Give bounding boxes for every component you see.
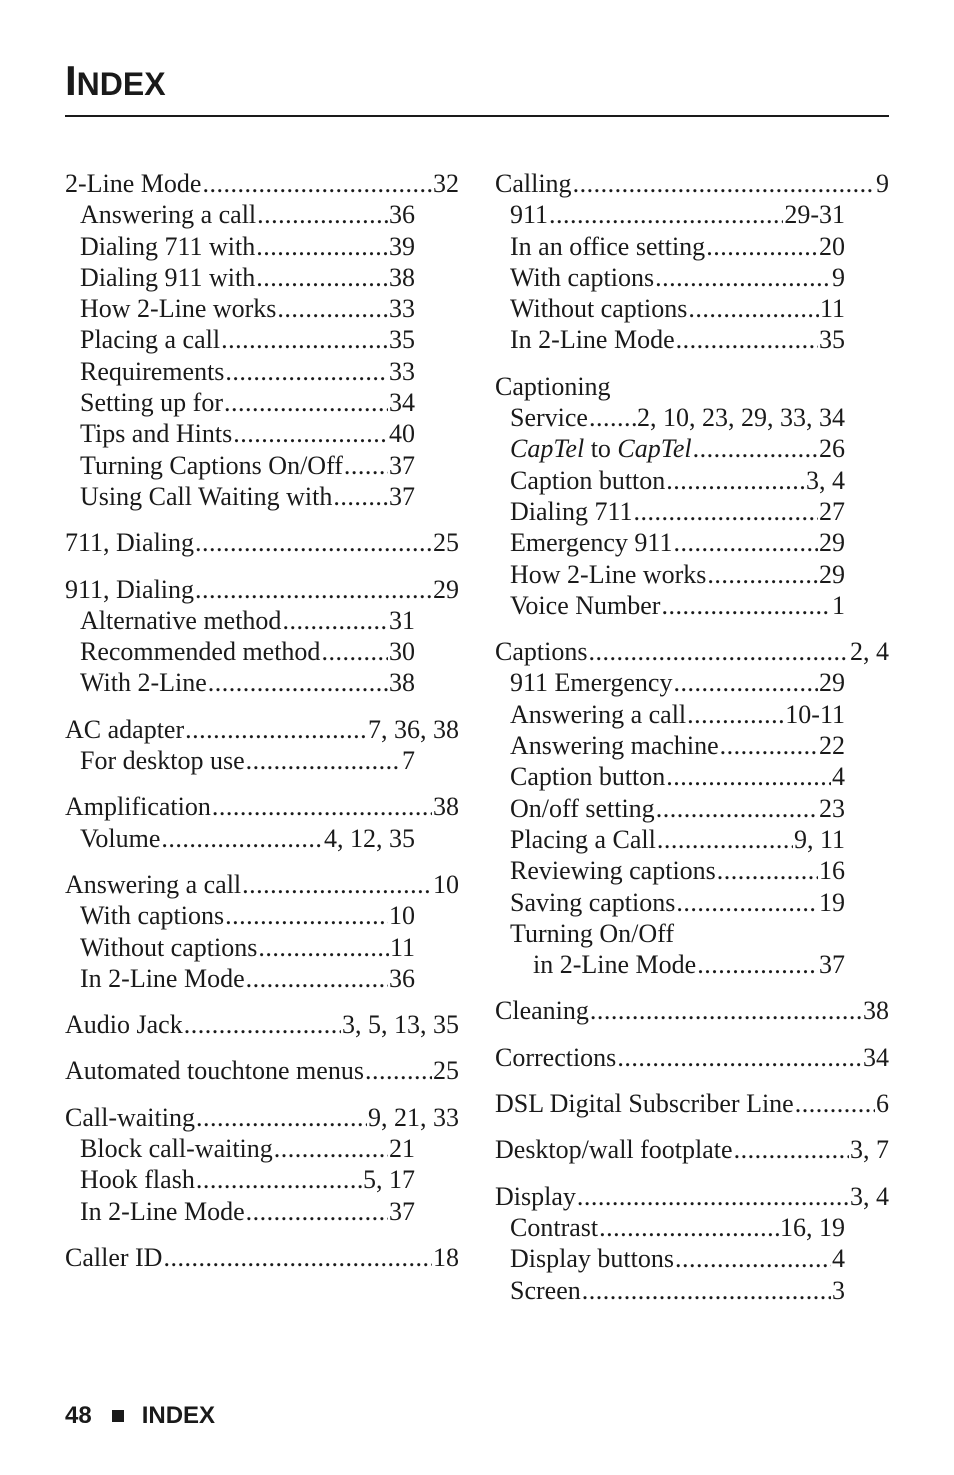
index-entry-label: Captioning — [495, 371, 611, 401]
dot-leader — [257, 199, 388, 230]
index-group — [495, 995, 889, 1026]
index-entry-label: AC adapter — [65, 714, 185, 744]
dot-leader — [333, 481, 388, 512]
index-entry-pages: 23 — [819, 793, 845, 823]
dot-leader — [634, 496, 818, 527]
index-entry-label: Voice Number — [510, 590, 661, 620]
index-entry-pages: 21 — [389, 1134, 415, 1164]
index-entry-label: Display — [495, 1181, 576, 1211]
dot-leader — [676, 887, 818, 918]
index-entry-pages: 4 — [832, 1244, 845, 1274]
dot-leader — [258, 932, 389, 963]
index-entry-pages: 3, 5, 13, 35 — [342, 1010, 459, 1040]
index-entry — [495, 433, 845, 464]
index-entry-label: Volume — [80, 823, 161, 853]
index-group — [495, 168, 889, 356]
index-entry-label-part: CapTel — [510, 434, 585, 464]
index-entry — [495, 1181, 889, 1212]
index-entry-pages: 29 — [433, 574, 459, 604]
index-entry-label: Captions — [495, 637, 588, 667]
index-entry-label: Contrast — [510, 1212, 599, 1242]
dot-leader — [185, 714, 367, 745]
index-entry-label — [510, 433, 692, 464]
index-entry-label: For desktop use — [80, 746, 245, 776]
index-entry-label: in 2-Line Mode — [533, 950, 697, 980]
dot-leader — [661, 590, 831, 621]
index-entry — [65, 714, 459, 745]
index-entry — [495, 496, 845, 527]
index-entry-label: Caption button — [510, 465, 666, 495]
index-group — [65, 527, 459, 558]
index-entry-label: Using Call Waiting with — [80, 481, 333, 511]
index-entry-pages: 25 — [433, 1056, 459, 1086]
index-entry — [495, 918, 845, 949]
index-entry-pages: 29-31 — [784, 200, 845, 230]
index-entry — [65, 932, 415, 963]
dot-leader — [161, 823, 323, 854]
dot-leader — [344, 450, 388, 481]
index-entry-pages: 38 — [389, 262, 415, 292]
index-entry-pages: 31 — [389, 605, 415, 635]
dot-leader — [666, 761, 831, 792]
index-entry — [495, 793, 845, 824]
index-entry — [65, 667, 415, 698]
index-entry-label: In 2-Line Mode — [80, 1196, 245, 1226]
index-entry-label: 911, Dialing — [65, 574, 195, 604]
dot-leader — [717, 855, 818, 886]
index-entry-pages: 4, 12, 35 — [324, 823, 415, 853]
index-entry-pages: 35 — [389, 325, 415, 355]
index-entry-label: Alternative method — [80, 605, 282, 635]
index-entry-label: Calling — [495, 169, 572, 198]
index-entry — [65, 418, 415, 449]
index-entry — [65, 324, 415, 355]
index-entry-pages: 9, 21, 33 — [368, 1102, 459, 1132]
index-entry — [495, 761, 845, 792]
index-entry-label: Dialing 911 with — [80, 262, 256, 292]
index-entry-pages: 36 — [389, 963, 415, 993]
index-entry-pages: 19 — [819, 887, 845, 917]
index-entry — [65, 745, 415, 776]
index-entry-label: Display buttons — [510, 1244, 674, 1274]
index-entry-pages: 2, 10, 23, 29, 33, 34 — [637, 403, 845, 433]
index-entry-pages: 5, 17 — [363, 1165, 415, 1195]
index-entry — [65, 605, 415, 636]
dot-leader — [687, 699, 784, 730]
index-entry-label: Reviewing captions — [510, 856, 716, 886]
dot-leader — [589, 402, 636, 433]
index-entry-label: Without captions — [80, 932, 258, 962]
index-entry-label: 711, Dialing — [65, 528, 195, 558]
index-group — [65, 714, 459, 777]
dot-leader — [573, 168, 875, 199]
dot-leader — [577, 1181, 849, 1212]
index-entry-pages: 9, 11 — [793, 824, 845, 854]
index-entry-pages: 34 — [389, 388, 415, 418]
dot-leader — [706, 231, 818, 262]
index-entry — [495, 887, 845, 918]
index-entry-pages: 10 — [433, 869, 459, 899]
index-entry-label: Placing a Call — [510, 824, 656, 854]
index-entry — [65, 199, 415, 230]
dot-leader — [233, 418, 388, 449]
index-entry — [65, 823, 415, 854]
index-entry — [65, 168, 459, 199]
index-entry — [65, 1196, 415, 1227]
index-entry — [495, 559, 845, 590]
index-entry-pages: 26 — [819, 434, 845, 464]
dot-leader — [225, 900, 388, 931]
dot-leader — [246, 1196, 388, 1227]
index-entry — [495, 402, 845, 433]
index-entry — [495, 527, 845, 558]
index-entry-pages: 6 — [876, 1089, 889, 1119]
index-entry-pages: 34 — [863, 1042, 889, 1072]
index-entry-pages: 16 — [819, 856, 845, 886]
index-entry-pages: 29 — [819, 559, 845, 589]
index-entry-pages: 29 — [819, 528, 845, 558]
index-column-right — [495, 168, 889, 1321]
index-entry-pages: 9 — [832, 262, 845, 292]
dot-leader — [707, 559, 818, 590]
index-entry — [65, 231, 415, 262]
index-group — [65, 168, 459, 512]
index-entry-label: Turning On/Off — [510, 918, 674, 948]
index-entry-label: Requirements — [80, 356, 225, 386]
dot-leader — [365, 1055, 432, 1086]
dot-leader — [202, 168, 432, 199]
dot-leader — [666, 465, 805, 496]
index-entry-pages: 33 — [389, 294, 415, 324]
index-entry-label: Desktop/wall footplate — [495, 1135, 733, 1165]
index-entry — [495, 730, 845, 761]
index-entry-pages: 32 — [433, 169, 459, 198]
page-footer — [65, 1404, 215, 1428]
dot-leader — [676, 324, 818, 355]
dot-leader — [688, 293, 819, 324]
index-group — [495, 1181, 889, 1306]
footer-section-label: INDEX — [141, 1402, 216, 1429]
index-entry-label: 2-Line Mode — [65, 169, 202, 198]
index-entry — [65, 450, 415, 481]
index-entry-pages: 7, 36, 38 — [368, 714, 459, 744]
dot-leader — [655, 262, 831, 293]
dot-leader — [246, 745, 401, 776]
index-entry — [495, 667, 845, 698]
index-entry — [65, 262, 415, 293]
index-entry — [65, 1164, 415, 1195]
index-entry-label: Call-waiting — [65, 1102, 195, 1132]
index-entry-label: Answering a call — [80, 200, 257, 230]
index-entry — [495, 1212, 845, 1243]
index-entry-pages: 3, 4 — [806, 465, 845, 495]
dot-leader — [242, 869, 432, 900]
dot-leader — [196, 1164, 362, 1195]
index-entry-label: Block call-waiting — [80, 1134, 273, 1164]
index-entry — [495, 1134, 889, 1165]
dot-leader — [256, 262, 388, 293]
dot-leader — [208, 667, 388, 698]
dot-leader — [582, 1275, 831, 1306]
index-entry — [495, 824, 845, 855]
dot-leader — [195, 574, 432, 605]
dot-leader — [673, 667, 818, 698]
index-entry-pages: 10 — [389, 901, 415, 931]
index-entry — [495, 1042, 889, 1073]
page-title-rest: NDEX — [76, 66, 166, 102]
index-entry-label: With 2-Line — [80, 668, 207, 698]
index-group — [495, 1134, 889, 1165]
index-entry-label: Saving captions — [510, 887, 676, 917]
dot-leader — [617, 1042, 862, 1073]
index-entry-label: Without captions — [510, 294, 688, 324]
index-entry-pages: 3 — [832, 1275, 845, 1305]
index-entry-pages: 38 — [389, 668, 415, 698]
dot-leader — [675, 1243, 831, 1274]
index-entry-label: How 2-Line works — [80, 294, 277, 324]
index-entry — [65, 574, 459, 605]
index-entry-label: Emergency 911 — [510, 528, 673, 558]
index-entry — [65, 900, 415, 931]
index-entry — [495, 1243, 845, 1274]
dot-leader — [196, 1102, 367, 1133]
index-entry — [495, 293, 845, 324]
page-number: 48 — [65, 1402, 92, 1429]
index-entry-label: How 2-Line works — [510, 559, 707, 589]
dot-leader — [184, 1009, 341, 1040]
index-entry-pages: 9 — [876, 169, 889, 198]
index-entry-pages: 37 — [389, 450, 415, 480]
index-entry — [495, 371, 889, 402]
index-entry-label: Cleaning — [495, 996, 589, 1026]
index-group — [65, 791, 459, 854]
index-entry-label: 911 Emergency — [510, 668, 673, 698]
dot-leader — [225, 356, 388, 387]
index-entry-label: Corrections — [495, 1042, 617, 1072]
dot-leader — [274, 1133, 388, 1164]
index-entry — [495, 855, 845, 886]
index-entry-label: On/off setting — [510, 793, 655, 823]
index-entry — [65, 963, 415, 994]
index-entry-label: Audio Jack — [65, 1010, 183, 1040]
index-entry — [495, 231, 845, 262]
dot-leader — [163, 1242, 432, 1273]
index-entry — [495, 1088, 889, 1119]
index-group — [65, 1009, 459, 1040]
dot-leader — [697, 949, 818, 980]
dot-leader — [282, 605, 388, 636]
index-entry-pages: 1 — [832, 590, 845, 620]
index-entry-pages: 38 — [863, 996, 889, 1026]
index-entry-label: Dialing 711 with — [80, 231, 256, 261]
index-entry — [65, 636, 415, 667]
index-entry-label: Answering machine — [510, 731, 719, 761]
index-group — [65, 869, 459, 994]
index-entry — [495, 168, 889, 199]
index-entry-label: Answering a call — [65, 869, 242, 899]
index-entry — [495, 262, 845, 293]
index-entry-pages: 37 — [389, 1196, 415, 1226]
index-entry-pages: 30 — [389, 637, 415, 667]
index-entry-label: Service — [510, 403, 588, 433]
dot-leader — [224, 387, 388, 418]
index-entry-pages: 27 — [819, 496, 845, 526]
index-entry-label: Dialing 711 — [510, 496, 633, 526]
dot-leader — [795, 1088, 875, 1119]
index-entry-label: Caption button — [510, 762, 666, 792]
index-entry — [65, 1242, 459, 1273]
index-entry-pages: 37 — [819, 950, 845, 980]
index-entry — [495, 995, 889, 1026]
index-entry-label: In an office setting — [510, 231, 706, 261]
index-entry-label: With captions — [510, 262, 655, 292]
index-entry — [495, 465, 845, 496]
index-entry-label-part: to — [584, 434, 618, 464]
index-entry-pages: 11 — [389, 932, 415, 962]
index-entry-label: Amplification — [65, 792, 211, 822]
dot-leader — [321, 636, 388, 667]
index-entry — [65, 481, 415, 512]
index-entry-pages: 33 — [389, 356, 415, 386]
index-entry — [495, 636, 889, 667]
index-entry-label: Tips and Hints — [80, 419, 233, 449]
index-entry — [65, 869, 459, 900]
page-title-initial: I — [65, 57, 77, 104]
index-entry-pages: 7 — [402, 746, 415, 776]
dot-leader — [246, 963, 388, 994]
index-entry-label: Automated touchtone menus — [65, 1056, 364, 1086]
page-title — [65, 57, 166, 104]
index-entry-label: Placing a call — [80, 325, 221, 355]
dot-leader — [256, 231, 388, 262]
index-entry — [495, 590, 845, 621]
index-entry — [65, 293, 415, 324]
dot-leader — [657, 824, 793, 855]
index-entry — [65, 1102, 459, 1133]
index-entry-label: Hook flash — [80, 1165, 195, 1195]
index-entry — [495, 1275, 845, 1306]
index-entry — [65, 527, 459, 558]
index-entry-pages: 29 — [819, 668, 845, 698]
index-entry-pages: 38 — [433, 792, 459, 822]
index-entry — [495, 699, 845, 730]
index-entry — [65, 1009, 459, 1040]
index-column-left — [65, 168, 459, 1288]
index-entry-label: Recommended method — [80, 637, 321, 667]
dot-leader — [673, 527, 818, 558]
index-group — [495, 1088, 889, 1119]
index-entry-label: DSL Digital Subscriber Line — [495, 1089, 794, 1119]
index-entry-label-part: CapTel — [617, 434, 692, 464]
index-entry-pages: 3, 4 — [850, 1181, 889, 1211]
dot-leader — [549, 199, 783, 230]
dot-leader — [656, 793, 818, 824]
dot-leader — [277, 293, 388, 324]
index-entry-pages: 11 — [819, 294, 845, 324]
index-entry — [65, 791, 459, 822]
index-group — [495, 371, 889, 621]
index-entry-label: 911 — [510, 200, 549, 230]
index-entry — [65, 387, 415, 418]
index-entry-label: In 2-Line Mode — [510, 325, 675, 355]
index-entry-pages: 2, 4 — [850, 637, 889, 667]
index-entry-pages: 35 — [819, 325, 845, 355]
index-entry-pages: 37 — [389, 481, 415, 511]
dot-leader — [734, 1134, 849, 1165]
dot-leader — [693, 433, 818, 464]
index-entry-pages: 22 — [819, 731, 845, 761]
index-entry — [495, 324, 845, 355]
index-group — [65, 1055, 459, 1086]
title-rule — [65, 115, 889, 117]
dot-leader — [195, 527, 432, 558]
index-entry-pages: 20 — [819, 231, 845, 261]
index-entry-pages: 40 — [389, 419, 415, 449]
index-entry-pages: 18 — [433, 1242, 459, 1272]
index-entry-pages: 3, 7 — [850, 1135, 889, 1165]
index-group — [65, 1102, 459, 1227]
index-entry-pages: 36 — [389, 200, 415, 230]
index-entry — [65, 1133, 415, 1164]
index-entry-label: Setting up for — [80, 388, 223, 418]
dot-leader — [588, 636, 849, 667]
index-entry-pages: 25 — [433, 528, 459, 558]
index-entry-pages: 10-11 — [785, 699, 845, 729]
index-group — [65, 1242, 459, 1273]
index-entry-label: Caller ID — [65, 1242, 163, 1272]
index-group — [65, 574, 459, 699]
dot-leader — [590, 995, 862, 1026]
index-entry-pages: 4 — [832, 762, 845, 792]
index-entry — [65, 1055, 459, 1086]
index-entry — [495, 949, 845, 980]
index-entry — [65, 356, 415, 387]
dot-leader — [212, 791, 432, 822]
dot-leader — [720, 730, 818, 761]
index-group — [495, 1042, 889, 1073]
index-entry — [495, 199, 845, 230]
index-entry-label: In 2-Line Mode — [80, 963, 245, 993]
index-group — [495, 636, 889, 980]
dot-leader — [221, 324, 388, 355]
index-entry-label: Turning Captions On/Off — [80, 450, 343, 480]
dot-leader — [599, 1212, 779, 1243]
index-entry-label: Answering a call — [510, 699, 687, 729]
square-bullet-icon — [112, 1410, 124, 1422]
index-entry-pages: 39 — [389, 231, 415, 261]
index-entry-label: With captions — [80, 901, 225, 931]
index-entry-label: Screen — [510, 1275, 581, 1305]
index-entry-pages: 16, 19 — [780, 1212, 845, 1242]
